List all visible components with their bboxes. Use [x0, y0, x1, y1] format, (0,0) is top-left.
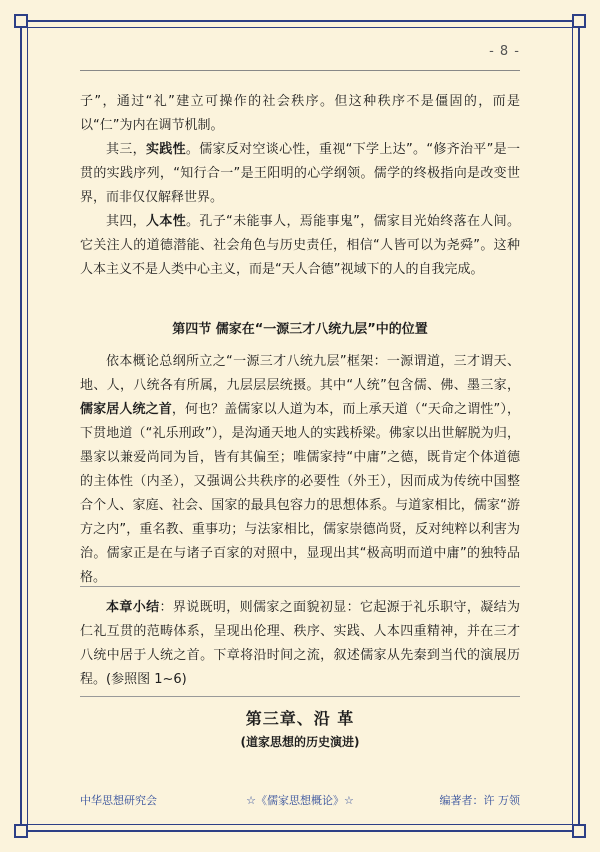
section-heading: 第四节 儒家在“一源三才八统九层”中的位置	[172, 322, 428, 337]
body-text-top	[80, 90, 520, 282]
section-paragraph	[80, 350, 520, 590]
keyword-practicality: 实践性	[145, 142, 186, 157]
page-number: - 8 -	[489, 44, 520, 59]
section-text-pre: 依本概论总纲所立之“一源三才八统九层”框架：一源谓道，三才谓天、地、人，八统各有所属，九层层层统摄。其中“人统”包含儒、佛、墨三家，	[80, 354, 520, 393]
summary-rule-top	[80, 586, 520, 587]
section-body	[80, 350, 520, 590]
paragraph-text: 。孔子“未能事人，焉能事鬼”，儒家目光始终落在人间。它关注人的道德潜能、社会角色与历史责任，相信“人皆可以为尧舜”。这种人本主义不是人类中心主义，而是“天人合德”视域下的人的自我完成。	[80, 214, 520, 277]
summary-text: ：界说既明，则儒家之面貌初显：它起源于礼乐职守，凝结为仁礼互贯的范畴体系，呈现出伦理、秩序、实践、人本四重精神，并在三才八统中居于人统之首。下章将沿时间之流，叙述儒家从先秦到当代的演展历程。(参照图 1~6)	[80, 600, 520, 687]
footer-book-title: ☆《儒家思想概论》☆	[246, 794, 354, 807]
summary-label: 本章小结	[106, 600, 160, 615]
paragraph-practicality	[80, 138, 520, 210]
header-rule	[80, 70, 520, 71]
corner-ornament-bottom-left	[14, 824, 28, 838]
summary-rule-bottom	[80, 696, 520, 697]
summary-paragraph	[80, 596, 520, 692]
section-text-post: ，何也？盖儒家以人道为本，而上承天道（“天命之谓性”），下贯地道（“礼乐刑政”），是沟通天地人的实践桥梁。佛家以出世解脱为归，墨家以兼爱尚同为旨，皆有其偏至；唯儒家持“中庸”之德，既肯定个体道德的主体性（内圣），又强调公共秩序的必要性（外王），因而成为传统中国整合个人、家庭、社会、国家的最具包容力的思想体系。与道家相比，儒家“游方之内”，重名教、重事功；与法家相比，儒家崇德尚贤，反对纯粹以利害为治。儒家正是在与诸子百家的对照中，显现出其“极高明而道中庸”的独特品格。	[80, 402, 520, 585]
paragraph-text: 子”，通过“礼”建立可操作的社会秩序。但这种秩序不是僵固的，而是以“仁”为内在调节机制。	[80, 94, 520, 133]
paragraph-lead: 其四，	[106, 214, 147, 229]
footer-author: 编著者：许 万领	[439, 794, 520, 807]
chapter-title: 第三章、沿 革	[245, 709, 355, 728]
paragraph-lead: 其三，	[106, 142, 146, 157]
keyword-confucian-position: 儒家居人统之首	[80, 402, 172, 417]
paragraph-humanism	[80, 210, 520, 282]
keyword-humanism: 人本性	[146, 214, 187, 229]
corner-ornament-top-right	[572, 14, 586, 28]
chapter-subtitle: (道家思想的历史演进)	[240, 735, 360, 749]
corner-ornament-top-left	[14, 14, 28, 28]
corner-ornament-bottom-right	[572, 824, 586, 838]
paragraph-continuation	[80, 90, 520, 138]
paragraph-text: 。儒家反对空谈心性，重视“下学上达”。“修齐治平”是一贯的实践序列，“知行合一”是王阳明的心学纲领。儒学的终极指向是改变世界，而非仅仅解释世界。	[80, 142, 520, 205]
chapter-summary	[80, 596, 520, 692]
footer-organization: 中华思想研究会	[80, 794, 157, 807]
